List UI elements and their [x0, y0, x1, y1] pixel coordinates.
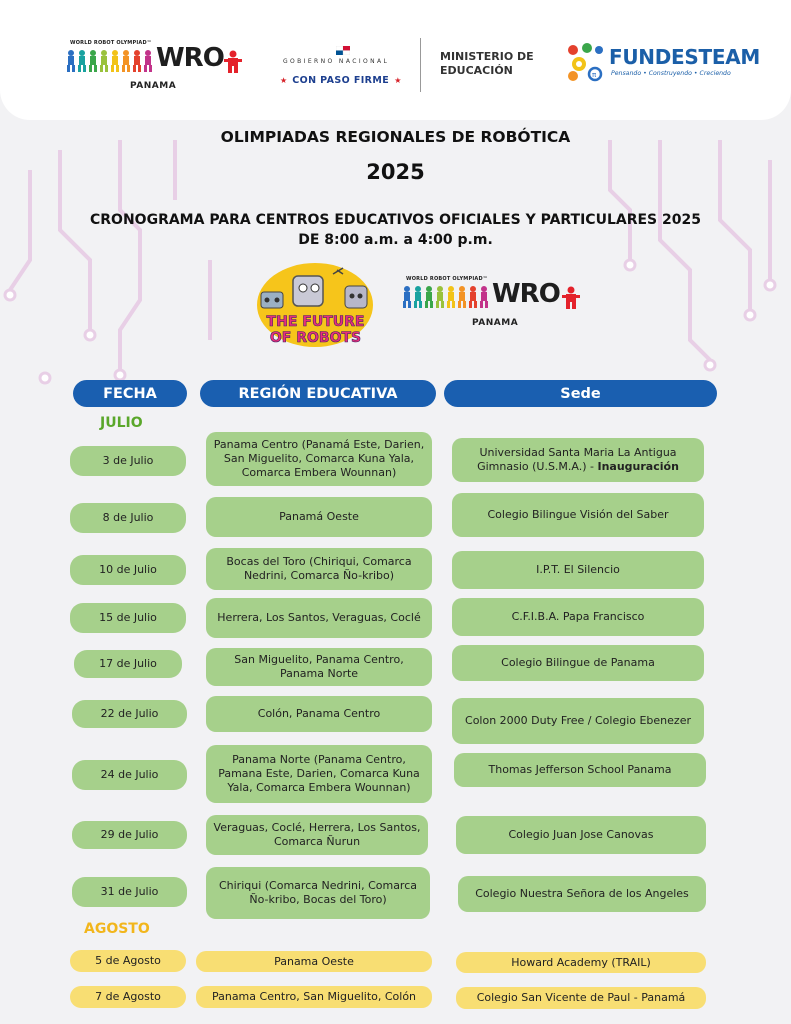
row-sede: I.P.T. El Silencio [452, 551, 704, 589]
ministerio-logo [440, 50, 534, 78]
month-label-julio: JULIO [100, 415, 143, 431]
row-region: Panama Centro, San Miguelito, Colón [196, 986, 432, 1008]
row-date: 3 de Julio [70, 446, 186, 476]
sede-bold-text: Inauguración [597, 460, 679, 473]
theme-logo-text [253, 314, 378, 346]
wro-people-icon [66, 49, 156, 73]
row-region: Panama Oeste [196, 951, 432, 972]
row-region: Colón, Panama Centro [206, 696, 432, 732]
row-date: 24 de Julio [72, 760, 187, 790]
wro-robot-icon [562, 286, 580, 310]
ministerio-line1: MINISTERIO DE [440, 50, 534, 63]
row-sede: Colegio Bilingue de Panama [452, 645, 704, 681]
gobierno-top-text: GOBIERNO NACIONAL [283, 58, 390, 65]
star-icon: ★ [394, 76, 402, 85]
row-region: San Miguelito, Panama Centro, Panama Norte [206, 648, 432, 686]
fundesteam-logo [563, 40, 760, 86]
row-date: 29 de Julio [72, 821, 187, 849]
row-date: 15 de Julio [70, 603, 186, 633]
wro-country-label: PANAMA [472, 318, 519, 328]
wro-small-text: WORLD ROBOT OLYMPIAD™ [70, 40, 153, 46]
theme-line2: OF ROBOTS [269, 330, 362, 346]
wro-wordmark: WRO [156, 43, 224, 73]
wro-small-text: WORLD ROBOT OLYMPIAD™ [406, 276, 489, 282]
wro-wordmark: WRO [492, 279, 560, 309]
row-sede: Thomas Jefferson School Panama [454, 753, 706, 787]
future-of-robots-logo [253, 260, 378, 350]
gobierno-main-row [280, 68, 401, 87]
wro-robot-icon [224, 50, 242, 74]
row-sede: Colon 2000 Duty Free / Colegio Ebenezer [452, 698, 704, 744]
row-date: 10 de Julio [70, 555, 186, 585]
subtitle-line1: CRONOGRAMA PARA CENTROS EDUCATIVOS OFICIALES Y PARTICULARES 2025 [90, 212, 701, 228]
row-date: 17 de Julio [74, 650, 182, 678]
row-sede: Colegio San Vicente de Paul - Panamá [456, 987, 706, 1009]
fundesteam-tagline: Pensando • Construyendo • Creciendo [611, 70, 731, 77]
row-region: Chiriqui (Comarca Nedrini, Comarca Ño-kribo, Bocas del Toro) [206, 867, 430, 919]
row-sede: Colegio Bilingue Visión del Saber [452, 493, 704, 537]
panama-flag-icon [336, 46, 350, 55]
column-header-fecha: FECHA [73, 380, 187, 407]
schedule-subtitle [0, 210, 791, 250]
svg-text:π: π [592, 71, 597, 79]
row-sede-text [458, 446, 698, 474]
month-label-agosto: AGOSTO [84, 921, 150, 937]
row-date: 8 de Julio [70, 503, 186, 533]
page-title: OLIMPIADAS REGIONALES DE ROBÓTICA [220, 128, 571, 146]
row-sede: Howard Academy (TRAIL) [456, 952, 706, 973]
row-region: Herrera, Los Santos, Veraguas, Coclé [206, 598, 432, 638]
row-region: Panama Norte (Panama Centro, Pamana Este, Darien, Comarca Kuna Yala, Comarca Embera Wounnan) [206, 745, 432, 803]
row-sede: Colegio Juan Jose Canovas [456, 816, 706, 854]
row-region: Bocas del Toro (Chiriqui, Comarca Nedrini, Comarca Ño-kribo) [206, 548, 432, 590]
subtitle-line2: DE 8:00 a.m. a 4:00 p.m. [298, 232, 493, 248]
row-sede [452, 438, 704, 482]
fundesteam-gears-icon [563, 40, 607, 84]
row-date: 22 de Julio [72, 700, 187, 728]
fundesteam-name: FUNDESTEAM [609, 45, 760, 69]
wro-people-icon [402, 285, 492, 309]
gobierno-logo [280, 46, 405, 86]
ministerio-line2: EDUCACIÓN [440, 64, 513, 77]
column-header-region: REGIÓN EDUCATIVA [200, 380, 436, 407]
theme-line1: THE FUTURE [266, 314, 365, 330]
column-header-sede: Sede [444, 380, 717, 407]
row-date: 7 de Agosto [70, 986, 186, 1008]
page-year: 2025 [366, 160, 425, 184]
gobierno-main-text: CON PASO FIRME [292, 75, 390, 86]
row-sede: C.F.I.B.A. Papa Francisco [452, 598, 704, 636]
header-divider [420, 38, 421, 92]
wro-logo-header [66, 40, 246, 95]
row-region: Panamá Oeste [206, 497, 432, 537]
wro-logo-center [402, 276, 587, 331]
star-icon: ★ [280, 76, 288, 85]
row-region: Panama Centro (Panamá Este, Darien, San Miguelito, Comarca Kuna Yala, Comarca Embera Wounnan) [206, 432, 432, 486]
sede-main-text: Universidad Santa Maria La Antigua Gimnasio (U.S.M.A.) - [477, 446, 677, 473]
row-region: Veraguas, Coclé, Herrera, Los Santos, Comarca Ñurun [206, 815, 428, 855]
wro-country-label: PANAMA [130, 81, 177, 91]
row-date: 5 de Agosto [70, 950, 186, 972]
row-date: 31 de Julio [72, 877, 187, 907]
row-sede: Colegio Nuestra Señora de los Angeles [458, 876, 706, 912]
